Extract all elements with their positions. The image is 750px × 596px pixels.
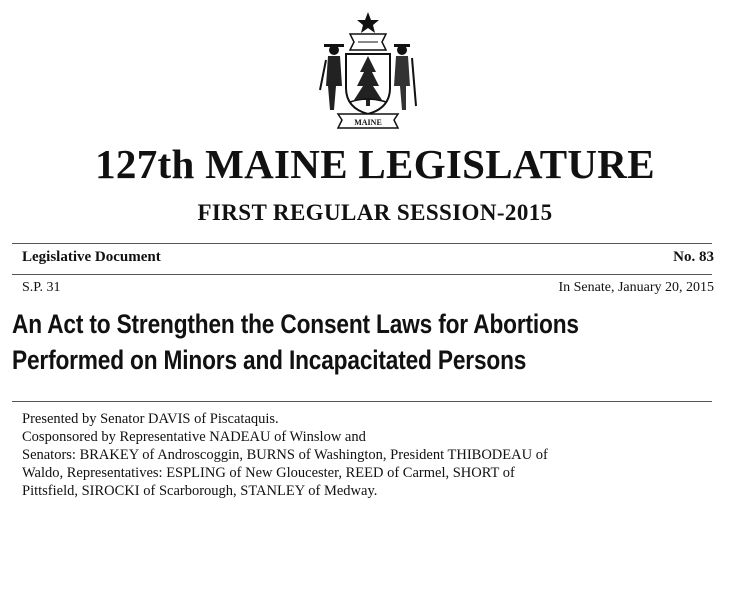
document-number: No. 83 (673, 249, 714, 265)
legislature-title: 127th MAINE LEGISLATURE (95, 141, 655, 187)
sponsor-line: Presented by Senator DAVIS of Piscataquis. (22, 411, 279, 427)
sponsors-block (22, 410, 722, 500)
legislative-document-label: Legislative Document (22, 249, 161, 265)
sponsor-line: Senators: BRAKEY of Androscoggin, BURNS of Washington, President THIBODEAU of (22, 447, 548, 463)
session-title: FIRST REGULAR SESSION-2015 (197, 200, 553, 225)
document-label-row (22, 249, 714, 266)
sponsor-line: Pittsfield, SIROCKI of Scarborough, STANLEY of Medway. (22, 483, 378, 499)
senate-date: In Senate, January 20, 2015 (558, 280, 714, 295)
sponsor-line: Waldo, Representatives: ESPLING of New Gloucester, REED of Carmel, SHORT of (22, 465, 515, 481)
maine-state-seal (316, 10, 420, 132)
seal-lettering: MAINE (354, 118, 382, 127)
sponsor-line: Cosponsored by Representative NADEAU of Winslow and (22, 429, 366, 445)
senate-info-row (22, 280, 714, 296)
act-title (12, 306, 617, 378)
top-divider (12, 243, 712, 244)
act-title-line: An Act to Strengthen the Consent Laws for Abortions (12, 309, 579, 339)
act-title-line: Performed on Minors and Incapacitated Persons (12, 345, 527, 375)
middle-divider (12, 274, 712, 275)
senate-paper-number: S.P. 31 (22, 280, 61, 295)
bottom-divider (12, 401, 712, 402)
